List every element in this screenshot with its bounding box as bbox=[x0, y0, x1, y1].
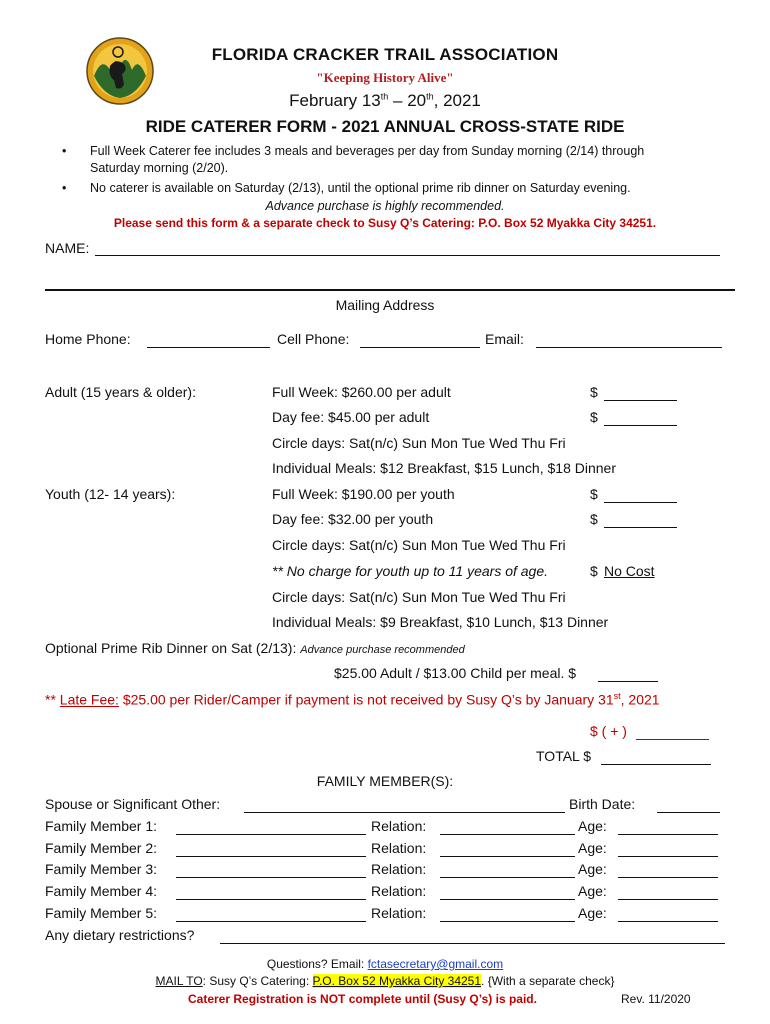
form-title: RIDE CATERER FORM - 2021 ANNUAL CROSS-STATE RIDE bbox=[145, 117, 625, 136]
family-member-input[interactable] bbox=[176, 856, 366, 857]
relation-input[interactable] bbox=[440, 921, 575, 922]
adult-circle-days[interactable]: Circle days: Sat(n/c) Sun Mon Tue Wed Thu Fri bbox=[272, 435, 566, 451]
bullet-text-2: No caterer is available on Saturday (2/13), until the optional prime rib dinner on Saturday evening. bbox=[90, 181, 631, 195]
cell-phone-input[interactable] bbox=[360, 347, 480, 348]
prime-rib-amount-input[interactable] bbox=[598, 681, 658, 682]
prime-rib-price: $25.00 Adult / $13.00 Child per meal. $ bbox=[334, 665, 577, 681]
family-member-label: Family Member 1: bbox=[45, 818, 158, 834]
prime-rib-note: Advance purchase recommended bbox=[300, 644, 465, 656]
adult-individual-meals: Individual Meals: $12 Breakfast, $15 Lunch, $18 Dinner bbox=[272, 460, 616, 476]
age-label: Age: bbox=[578, 861, 607, 877]
adult-full-week: Full Week: $260.00 per adult bbox=[272, 384, 451, 400]
spouse-input[interactable] bbox=[244, 812, 565, 813]
age-label: Age: bbox=[578, 818, 607, 834]
late-fee-plus-label: $ ( + ) bbox=[590, 723, 627, 739]
age-input[interactable] bbox=[618, 877, 718, 878]
family-member-label: Family Member 2: bbox=[45, 840, 158, 856]
adult-full-week-amount-input[interactable] bbox=[604, 400, 677, 401]
relation-input[interactable] bbox=[440, 877, 575, 878]
dollar-sign: $ bbox=[590, 409, 598, 425]
advance-note: Advance purchase is highly recommended. bbox=[265, 199, 505, 213]
relation-input[interactable] bbox=[440, 834, 575, 835]
bullet-text-1: Full Week Caterer fee includes 3 meals and beverages per day from Sunday morning (2/14) through bbox=[90, 144, 645, 158]
dietary-input[interactable] bbox=[220, 943, 725, 944]
family-heading: FAMILY MEMBER(S): bbox=[316, 773, 454, 789]
total-amount-input[interactable] bbox=[601, 764, 711, 765]
relation-label: Relation: bbox=[371, 861, 427, 877]
adult-day-fee: Day fee: $45.00 per adult bbox=[272, 409, 430, 425]
youth-individual-meals: Individual Meals: $9 Breakfast, $10 Lunch, $13 Dinner bbox=[272, 614, 609, 630]
adult-label: Adult (15 years & older): bbox=[45, 384, 196, 400]
ride-dates: February 13th – 20th, 2021 bbox=[289, 91, 481, 110]
age-input[interactable] bbox=[618, 834, 718, 835]
dollar-sign: $ bbox=[590, 563, 598, 579]
age-label: Age: bbox=[578, 883, 607, 899]
home-phone-label: Home Phone: bbox=[45, 331, 131, 347]
family-member-input[interactable] bbox=[176, 921, 366, 922]
relation-label: Relation: bbox=[371, 818, 427, 834]
dollar-sign: $ bbox=[590, 384, 598, 400]
late-fee-notice: ** Late Fee: $25.00 per Rider/Camper if payment is not received by Susy Q’s by January 31st, 2021 bbox=[45, 691, 660, 708]
youth-no-charge-note: ** No charge for youth up to 11 years of age. bbox=[272, 563, 549, 579]
mailing-address-label: Mailing Address bbox=[335, 297, 435, 313]
family-member-input[interactable] bbox=[176, 834, 366, 835]
cell-phone-label: Cell Phone: bbox=[277, 331, 350, 347]
family-member-label: Family Member 5: bbox=[45, 905, 158, 921]
youth-label: Youth (12- 14 years): bbox=[45, 486, 176, 502]
email-link[interactable]: fctasecretary@gmail.com bbox=[367, 957, 504, 971]
late-fee-amount-input[interactable] bbox=[636, 739, 709, 740]
youth-circle-days[interactable]: Circle days: Sat(n/c) Sun Mon Tue Wed Thu Fri bbox=[272, 537, 566, 553]
total-label: TOTAL $ bbox=[536, 748, 591, 764]
family-member-label: Family Member 4: bbox=[45, 883, 158, 899]
dollar-sign: $ bbox=[590, 511, 598, 527]
mail-address: P.O. Box 52 Myakka City 34251 bbox=[312, 974, 482, 988]
bullet-icon: • bbox=[62, 181, 67, 195]
dietary-label: Any dietary restrictions? bbox=[45, 927, 195, 943]
child-circle-days[interactable]: Circle days: Sat(n/c) Sun Mon Tue Wed Thu Fri bbox=[272, 589, 566, 605]
send-instructions: Please send this form & a separate check to Susy Q’s Catering: P.O. Box 52 Myakka City 34251. bbox=[113, 216, 657, 230]
spouse-label: Spouse or Significant Other: bbox=[45, 796, 221, 812]
email-label: Email: bbox=[485, 331, 524, 347]
mail-to-line: MAIL TO: Susy Q’s Catering: P.O. Box 52 Myakka City 34251. {With a separate check} bbox=[155, 974, 615, 988]
email-input[interactable] bbox=[536, 347, 722, 348]
home-phone-input[interactable] bbox=[147, 347, 270, 348]
relation-input[interactable] bbox=[440, 856, 575, 857]
youth-day-fee: Day fee: $32.00 per youth bbox=[272, 511, 434, 527]
age-label: Age: bbox=[578, 840, 607, 856]
relation-input[interactable] bbox=[440, 899, 575, 900]
age-input[interactable] bbox=[618, 921, 718, 922]
family-member-input[interactable] bbox=[176, 899, 366, 900]
dollar-sign: $ bbox=[590, 486, 598, 502]
bullet-text-1b: Saturday morning (2/20). bbox=[90, 161, 229, 175]
relation-label: Relation: bbox=[371, 883, 427, 899]
age-label: Age: bbox=[578, 905, 607, 921]
age-input[interactable] bbox=[618, 899, 718, 900]
organization-title: FLORIDA CRACKER TRAIL ASSOCIATION bbox=[211, 45, 559, 64]
family-member-input[interactable] bbox=[176, 877, 366, 878]
adult-day-fee-amount-input[interactable] bbox=[604, 425, 677, 426]
revision: Rev. 11/2020 bbox=[621, 992, 691, 1006]
relation-label: Relation: bbox=[371, 840, 427, 856]
family-member-label: Family Member 3: bbox=[45, 861, 158, 877]
incomplete-notice: Caterer Registration is NOT complete until (Susy Q’s) is paid. bbox=[188, 992, 537, 1006]
no-cost-value: No Cost bbox=[604, 563, 655, 579]
motto: "Keeping History Alive" bbox=[316, 70, 454, 85]
name-label: NAME: bbox=[45, 240, 90, 256]
name-input[interactable] bbox=[95, 255, 720, 256]
bullet-icon: • bbox=[62, 144, 67, 158]
birth-date-label: Birth Date: bbox=[569, 796, 636, 812]
age-input[interactable] bbox=[618, 856, 718, 857]
youth-day-fee-amount-input[interactable] bbox=[604, 527, 677, 528]
relation-label: Relation: bbox=[371, 905, 427, 921]
birth-date-input[interactable] bbox=[657, 812, 720, 813]
questions-line: Questions? Email: fctasecretary@gmail.com bbox=[266, 957, 504, 971]
youth-full-week-amount-input[interactable] bbox=[604, 502, 677, 503]
address-input[interactable] bbox=[45, 289, 735, 291]
prime-rib-label: Optional Prime Rib Dinner on Sat (2/13): Advance purchase recommended bbox=[45, 640, 465, 656]
youth-full-week: Full Week: $190.00 per youth bbox=[272, 486, 455, 502]
